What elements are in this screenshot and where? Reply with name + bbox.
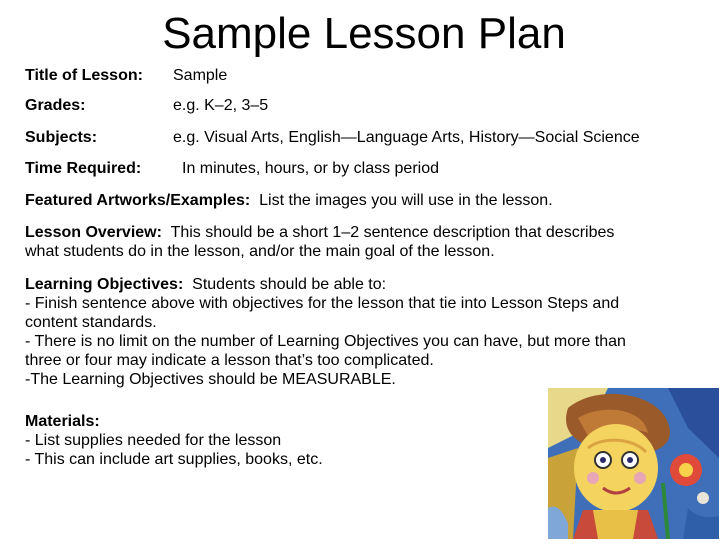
learning-objectives-label: Learning Objectives: bbox=[25, 276, 184, 293]
materials-label: Materials: bbox=[25, 413, 100, 430]
grades-row bbox=[25, 96, 269, 116]
lesson-overview-text-2: what students do in the lesson, and/or the main goal of the lesson. bbox=[25, 243, 495, 260]
time-required-value: In minutes, hours, or by class period bbox=[182, 160, 440, 177]
learning-objectives-section bbox=[25, 275, 715, 389]
objective-line: content standards. bbox=[25, 314, 157, 331]
grades-value: e.g. K–2, 3–5 bbox=[173, 97, 269, 114]
objective-line: three or four may indicate a lesson that’s too complicated. bbox=[25, 352, 434, 369]
lesson-overview-text-1: This should be a short 1–2 sentence description that describes bbox=[170, 224, 615, 241]
lesson-overview-section bbox=[25, 223, 715, 261]
objective-line: - Finish sentence above with objectives for the lesson that tie into Lesson Steps and bbox=[25, 295, 620, 312]
child-painting-illustration bbox=[548, 388, 719, 539]
objective-line: -The Learning Objectives should be MEASURABLE. bbox=[25, 371, 396, 388]
materials-line: - List supplies needed for the lesson bbox=[25, 432, 282, 449]
grades-label: Grades: bbox=[25, 97, 86, 114]
title-of-lesson-row bbox=[25, 66, 228, 86]
title-of-lesson-label: Title of Lesson: bbox=[25, 67, 143, 84]
objective-line: - There is no limit on the number of Learning Objectives you can have, but more than bbox=[25, 333, 626, 350]
materials-line: - This can include art supplies, books, etc. bbox=[25, 451, 323, 468]
time-required-row bbox=[25, 159, 440, 179]
page-title: Sample Lesson Plan bbox=[162, 9, 566, 58]
subjects-row bbox=[25, 128, 640, 148]
featured-artworks-section bbox=[25, 191, 715, 210]
learning-objectives-intro: Students should be able to: bbox=[192, 276, 387, 293]
title-of-lesson-value: Sample bbox=[173, 67, 228, 84]
subjects-label: Subjects: bbox=[25, 129, 98, 146]
featured-artworks-text: List the images you will use in the lesson. bbox=[259, 192, 553, 209]
subjects-value: e.g. Visual Arts, English—Language Arts, History—Social Science bbox=[173, 129, 640, 146]
featured-artworks-label: Featured Artworks/Examples: bbox=[25, 192, 251, 209]
time-required-label: Time Required: bbox=[25, 160, 142, 177]
lesson-overview-label: Lesson Overview: bbox=[25, 224, 162, 241]
